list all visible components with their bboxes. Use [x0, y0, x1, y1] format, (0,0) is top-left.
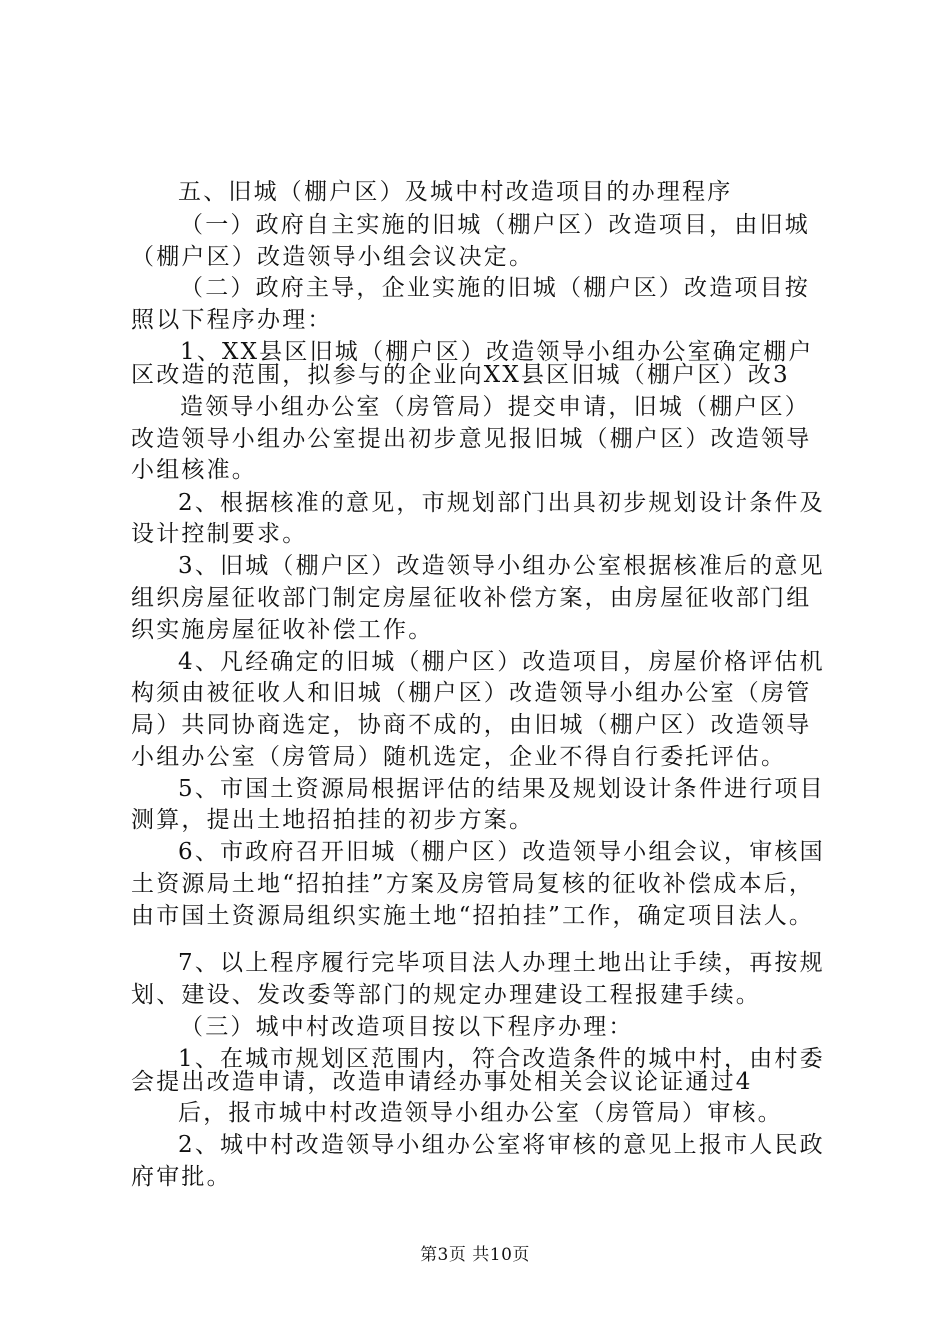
paragraph-line: 5、市国土资源局根据评估的结果及规划设计条件进行项目 [178, 776, 825, 802]
paragraph-line: 造领导小组办公室（房管局）提交申请，旧城（棚户区） [180, 394, 810, 420]
paragraph-line: 织实施房屋征收补偿工作。 [131, 617, 434, 643]
paragraph-line: 会提出改造申请，改造申请经办事处相关会议论证通过4 [131, 1069, 753, 1095]
section-heading: 五、旧城（棚户区）及城中村改造项目的办理程序 [178, 179, 733, 205]
paragraph-line: 测算，提出土地招拍挂的初步方案。 [131, 807, 535, 833]
paragraph-line: 设计控制要求。 [131, 521, 308, 547]
page-number-footer: 第3页 共10页 [420, 1245, 530, 1265]
paragraph-line: 6、市政府召开旧城（棚户区）改造领导小组会议，审核国 [178, 839, 825, 865]
paragraph-line: 组织房屋征收部门制定房屋征收补偿方案，由房屋征收部门组 [131, 585, 812, 611]
paragraph-line: 由市国土资源局组织实施土地“招拍挂”工作，确定项目法人。 [131, 903, 815, 929]
paragraph-line: 区改造的范围，拟参与的企业向XX县区旧城（棚户区）改3 [131, 362, 790, 388]
paragraph-line: 土资源局土地“招拍挂”方案及房管局复核的征收补偿成本后， [131, 871, 815, 897]
paragraph-line: 局）共同协商选定，协商不成的，由旧城（棚户区）改造领导 [131, 712, 812, 738]
paragraph-line: （三）城中村改造项目按以下程序办理： [180, 1014, 634, 1040]
paragraph-line: 4、凡经确定的旧城（棚户区）改造项目，房屋价格评估机 [178, 649, 825, 675]
paragraph-line: 2、根据核准的意见，市规划部门出具初步规划设计条件及 [178, 490, 825, 516]
paragraph-line: 3、旧城（棚户区）改造领导小组办公室根据核准后的意见 [178, 553, 825, 579]
paragraph-line: 2、城中村改造领导小组办公室将审核的意见上报市人民政 [178, 1132, 825, 1158]
paragraph-line: 府审批。 [131, 1164, 232, 1190]
paragraph-line: （棚户区）改造领导小组会议决定。 [131, 244, 535, 270]
paragraph-line: 小组办公室（房管局）随机选定，企业不得自行委托评估。 [131, 744, 787, 770]
paragraph-line: 照以下程序办理： [131, 307, 333, 333]
paragraph-line: （一）政府自主实施的旧城（棚户区）改造项目，由旧城 [180, 212, 810, 238]
paragraph-line: 改造领导小组办公室提出初步意见报旧城（棚户区）改造领导 [131, 426, 812, 452]
paragraph-line: 构须由被征收人和旧城（棚户区）改造领导小组办公室（房管 [131, 680, 812, 706]
paragraph-line: 7、以上程序履行完毕项目法人办理土地出让手续，再按规 [178, 950, 825, 976]
paragraph-line: 后，报市城中村改造领导小组办公室（房管局）审核。 [178, 1100, 783, 1126]
paragraph-line: （二）政府主导，企业实施的旧城（棚户区）改造项目按 [180, 275, 810, 301]
paragraph-line: 1、XX县区旧城（棚户区）改造领导小组办公室确定棚户 [180, 339, 814, 365]
paragraph-line: 小组核准。 [131, 457, 257, 483]
paragraph-line: 划、建设、发改委等部门的规定办理建设工程报建手续。 [131, 982, 761, 1008]
paragraph-line: 1、在城市规划区范围内，符合改造条件的城中村，由村委 [178, 1046, 825, 1072]
